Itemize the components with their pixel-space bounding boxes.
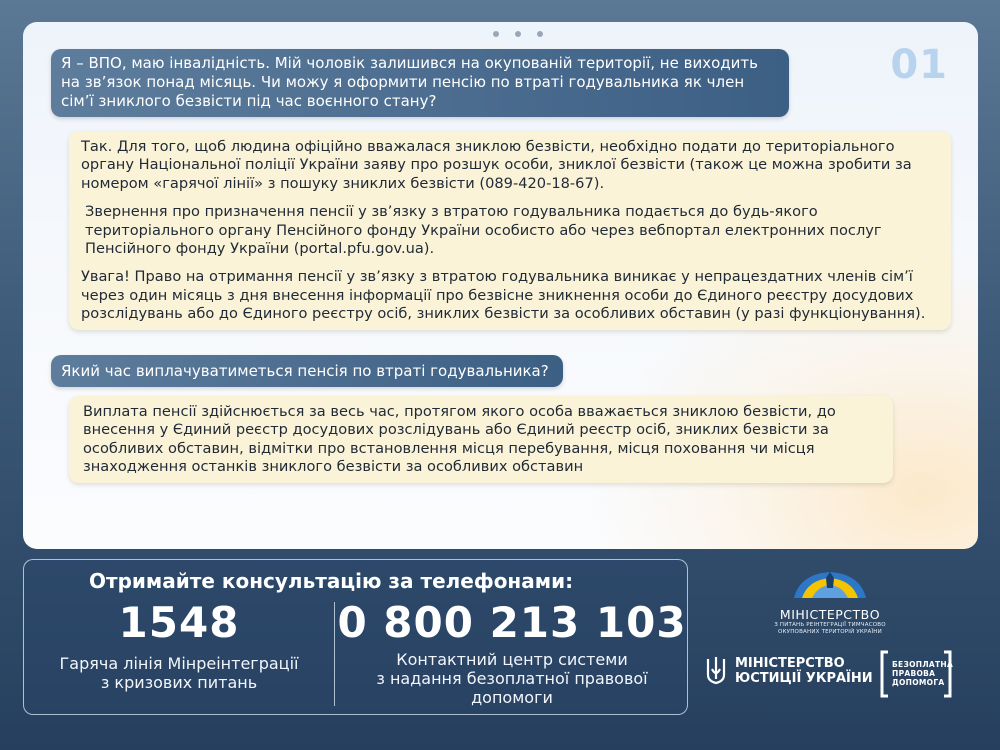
- dot-icon: [537, 31, 543, 37]
- answer-paragraph: Так. Для того, щоб людина офіційно вважалася зниклою безвісти, необхідно подати до територіального органу Національної поліції України заяву про розшук особи, зниклої безвісти (також це можна зробити за номером «гарячої лінії» з пошуку зниклих безвісти (089-420-18-67).: [81, 138, 912, 192]
- question-bubble-2: Який час виплачуватиметься пенсія по втраті годувальника?: [51, 355, 563, 387]
- card-number: 01: [890, 42, 948, 88]
- ministry-reintegration-logo: [760, 568, 900, 635]
- faq-card: [23, 22, 978, 549]
- contact-panel: [23, 559, 688, 715]
- answer-bubble-1: [69, 131, 951, 330]
- hotline-number[interactable]: 0 800 213 103: [337, 598, 687, 647]
- dot-icon: [493, 31, 499, 37]
- ministry-justice-logo: [705, 655, 873, 687]
- answer-paragraph: Звернення про призначення пенсії у зв’язку з втратою годувальника подається до будь-якого територіального органу Пенсійного фонду України особисто або через вебпортал електронних послуг Пенсійного фонду України (portal.pfu.gov.ua).: [85, 203, 882, 258]
- hotline-label-line: допомоги: [471, 688, 553, 707]
- contact-title: Отримайте консультацію за телефонами:: [89, 569, 574, 593]
- ministry-title: МІНІСТЕРСТВО: [779, 607, 881, 622]
- hotline-label: [24, 654, 334, 692]
- legal-aid-line: БЕЗОПЛАТНА: [892, 660, 954, 669]
- ministry-subtitle: З ПИТАНЬ РЕІНТЕГРАЦІЇ ТИМЧАСОВО: [774, 622, 886, 628]
- justice-line: ЮСТИЦІЇ УКРАЇНИ: [735, 671, 873, 686]
- answer-paragraph: Виплата пенсії здійснюється за весь час, протягом якого особа вважається зниклою безвісти, до внесення у Єдиний реєстр досудових розслідувань або Єдиний реєстр осіб, зниклих безвісти за особливих обставин, відмітки про встановлення місця перебування, місця поховання чи місця знаходження останків зниклого безвісти за особливих обставин: [83, 403, 836, 476]
- ukraine-map-emblem-icon: [790, 568, 870, 602]
- hotline-number[interactable]: 1548: [118, 598, 240, 647]
- hotline-label-line: Контактний центр системи: [396, 650, 628, 669]
- hotline-legal-aid: [335, 598, 689, 707]
- legal-aid-logo: [880, 650, 952, 698]
- window-dots: [493, 31, 543, 37]
- hotline-reintegration: [24, 598, 334, 692]
- hotline-label-line: з надання безоплатної правової: [376, 669, 648, 688]
- trident-icon: [705, 655, 727, 687]
- hotline-label: [335, 650, 689, 707]
- legal-aid-line: ПРАВОВА: [892, 669, 936, 678]
- ministry-subtitle: ОКУПОВАНИХ ТЕРИТОРІЙ УКРАЇНИ: [778, 628, 882, 635]
- answer-bubble-2: [69, 396, 893, 483]
- answer-paragraph: Увага! Право на отримання пенсії у зв’язку з втратою годувальника виникає у непрацездатних членів сім’ї через один місяць з дня внесення інформації про безвісне зникнення особи до Єдиного реєстру досудових розслідувань або до Єдиного реєстру осіб, зниклих безвісти за особливих обставин (у разі функціонування).: [81, 268, 926, 323]
- legal-aid-line: ДОПОМОГА: [892, 678, 945, 687]
- question-bubble-1: Я – ВПО, маю інвалідність. Мій чоловік залишився на окупованій території, не виходить на зв’язок понад місяць. Чи можу я оформити пенсію по втраті годувальника як член сім’ї зниклого безвісти під час воєнного стану?: [51, 49, 789, 117]
- dot-icon: [515, 31, 521, 37]
- justice-line: МІНІСТЕРСТВО: [735, 656, 845, 671]
- hotline-label-line: Гаряча лінія Мінреінтеграції: [59, 654, 299, 673]
- hotline-label-line: з кризових питань: [100, 673, 258, 692]
